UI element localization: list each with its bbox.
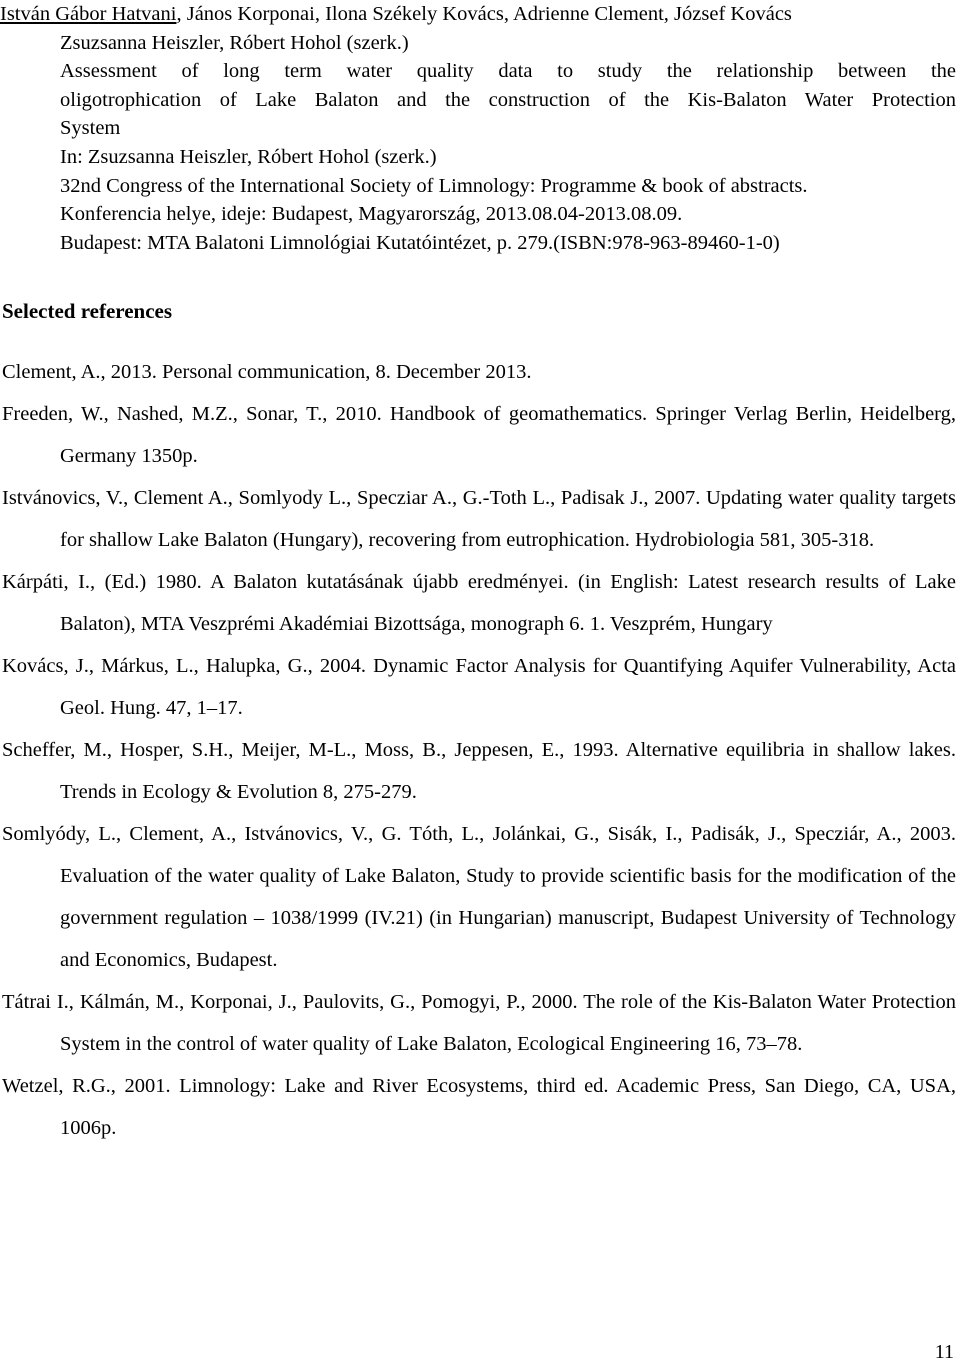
reference-item: Kovács, J., Márkus, L., Halupka, G., 2004. Dynamic Factor Analysis for Quantifying Aquifer Vulnerability, Acta Geol. Hung. 47, 1–17. — [2, 655, 956, 719]
reference-item: Wetzel, R.G., 2001. Limnology: Lake and River Ecosystems, third ed. Academic Press, San Diego, CA, USA, 1006p. — [2, 1075, 956, 1139]
page-number: 11 — [934, 1341, 954, 1363]
publication-congress-line: 32nd Congress of the International Society of Limnology: Programme & book of abstracts. — [60, 174, 808, 197]
reference-item: Kárpáti, I., (Ed.) 1980. A Balaton kutatásának újabb eredményei. (in English: Latest research results of Lake Balaton), MTA Veszprémi Akadémiai Bizottsága, monograph 6. 1. Veszprém, Hungary — [2, 571, 956, 635]
publication-authors — [0, 0, 956, 29]
publication-venue-line: Konferencia helye, ideje: Budapest, Magyarország, 2013.08.04-2013.08.09. — [60, 203, 683, 226]
reference-item: Somlyódy, L., Clement, A., Istvánovics, V., G. Tóth, L., Jolánkai, G., Sisák, I., Padisák, J., Specziár, A., 2003. Evaluation of the water quality of Lake Balaton, Study to provide scientific basis for the modification of the government regulation – 1038/1999 (IV.21) (in Hungarian) manuscript, Budapest University of Technology and Economics, Budapest. — [2, 823, 956, 971]
author-link[interactable]: István Gábor Hatvani — [0, 3, 177, 25]
reference-item: Istvánovics, V., Clement A., Somlyody L., Specziar A., G.-Toth L., Padisak J., 2007. Updating water quality targets for shallow Lake Balaton (Hungary), recovering from eutrophication. Hydrobiologia 581, 305-318. — [2, 487, 956, 551]
section-heading: Selected references — [2, 299, 173, 323]
reference-item: Scheffer, M., Hosper, S.H., Meijer, M-L., Moss, B., Jeppesen, E., 1993. Alternative equilibria in shallow lakes. Trends in Ecology & Evolution 8, 275-279. — [2, 739, 956, 803]
publication-editors: Zsuzsanna Heiszler, Róbert Hohol (szerk.) — [60, 31, 409, 54]
publication-title-line-1: Assessment of long term water quality data to study the relationship between the — [60, 60, 956, 83]
reference-list — [2, 351, 956, 1149]
publication-title-line-2: oligotrophication of Lake Balaton and the construction of the Kis-Balaton Water Protection — [60, 88, 956, 111]
publication-entry — [0, 0, 956, 257]
publication-in-line: In: Zsuzsanna Heiszler, Róbert Hohol (szerk.) — [60, 145, 437, 168]
reference-item: Freeden, W., Nashed, M.Z., Sonar, T., 2010. Handbook of geomathematics. Springer Verlag Berlin, Heidelberg, Germany 1350p. — [2, 403, 956, 467]
authors-rest: , János Korponai, Ilona Székely Kovács, Adrienne Clement, József Kovács — [176, 3, 792, 25]
reference-item: Clement, A., 2013. Personal communication, 8. December 2013. — [2, 361, 532, 383]
publication-publisher-line: Budapest: MTA Balatoni Limnológiai Kutatóintézet, p. 279.(ISBN:978-963-89460-1-0) — [60, 231, 780, 254]
publication-title-line-3: System — [60, 117, 121, 140]
reference-item: Tátrai I., Kálmán, M., Korponai, J., Paulovits, G., Pomogyi, P., 2000. The role of the Kis-Balaton Water Protection System in the control of water quality of Lake Balaton, Ecological Engineering 16, 73–78. — [2, 991, 956, 1055]
